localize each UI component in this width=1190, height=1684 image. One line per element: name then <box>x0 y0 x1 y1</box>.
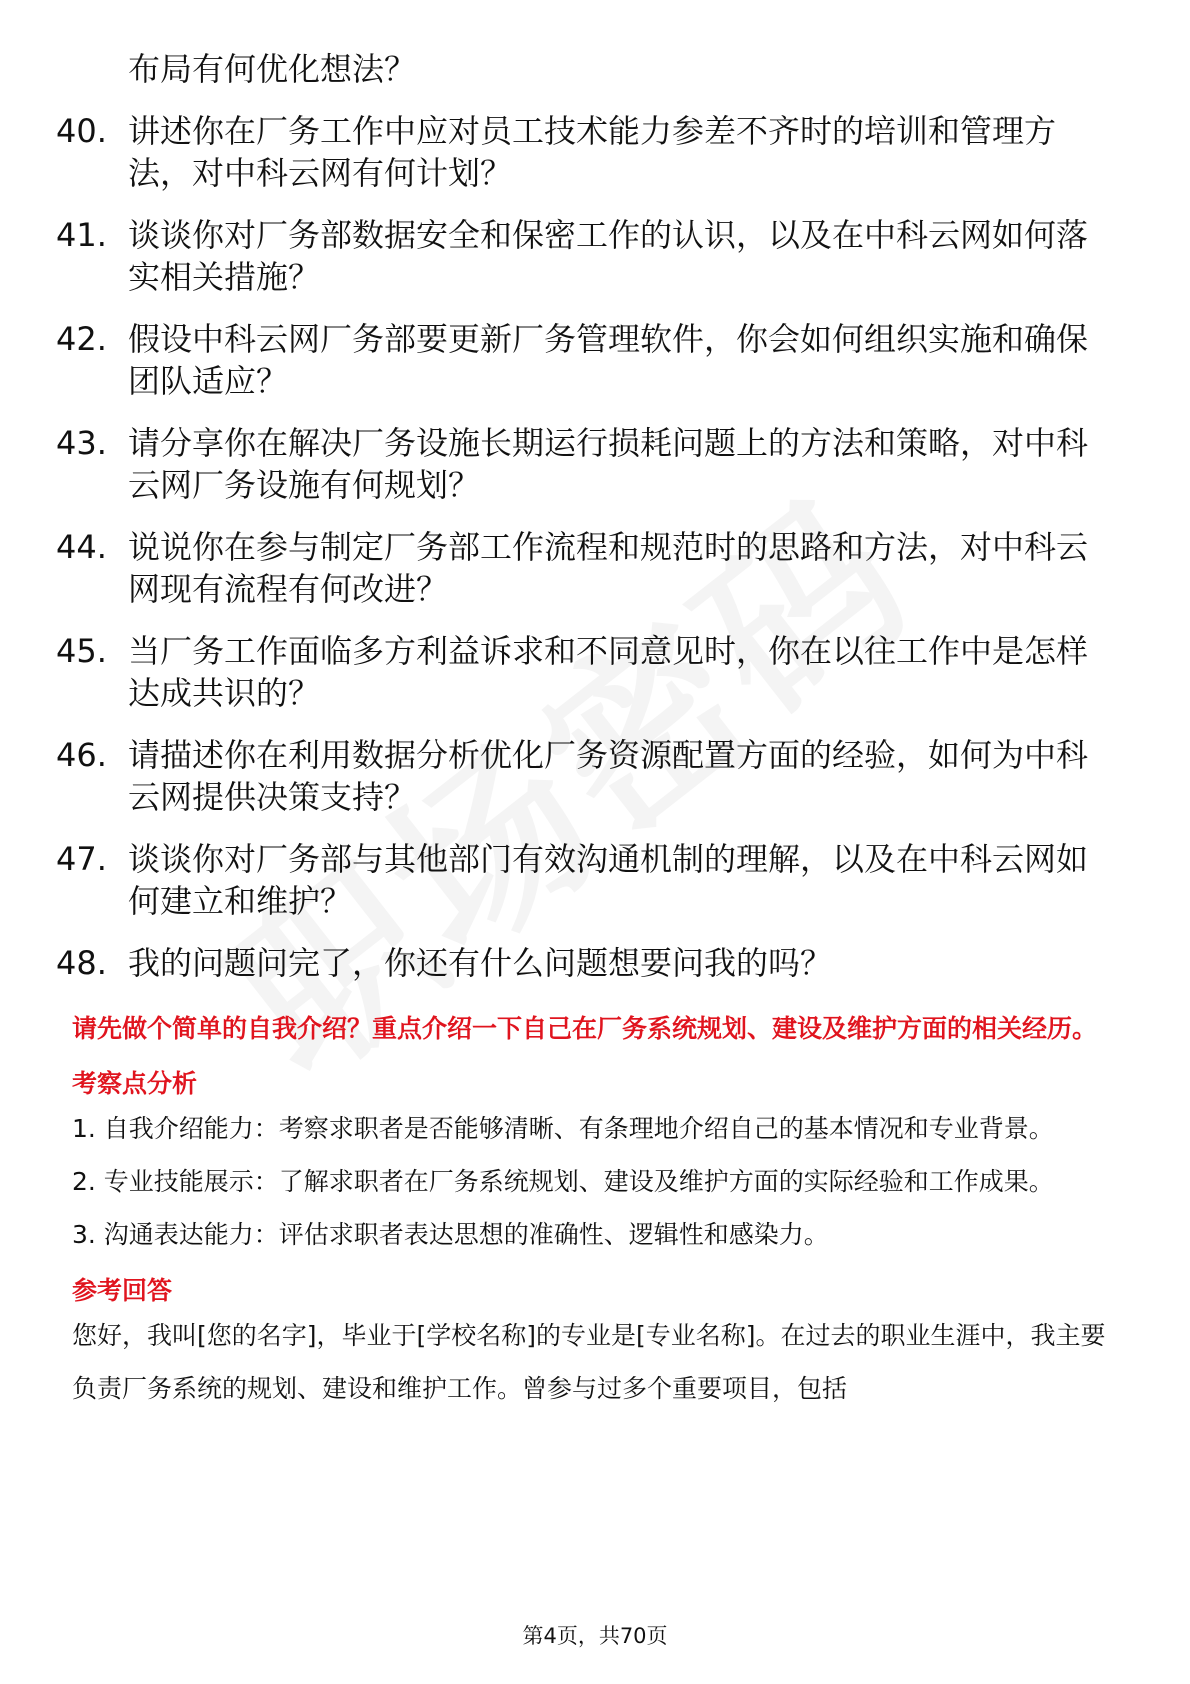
featured-question: 请先做个简单的自我介绍？重点介绍一下自己在厂务系统规划、建设及维护方面的相关经历。 <box>72 1014 1098 1043</box>
question-item <box>56 318 1116 402</box>
question-number: 43. <box>56 424 107 462</box>
question-item <box>56 214 1116 298</box>
question-number: 44. <box>56 528 107 566</box>
question-text: 当厂务工作面临多方利益诉求和不同意见时，你在以往工作中是怎样达成共识的？ <box>128 632 1089 712</box>
question-item <box>56 630 1116 714</box>
question-number: 45. <box>56 632 107 670</box>
analysis-heading: 考察点分析 <box>72 1069 198 1098</box>
reference-heading: 参考回答 <box>72 1276 173 1305</box>
analysis-point: 2. 专业技能展示：了解求职者在厂务系统规划、建设及维护方面的实际经验和工作成果。 <box>72 1167 1054 1196</box>
question-item <box>56 734 1116 818</box>
question-text: 请分享你在解决厂务设施长期运行损耗问题上的方法和策略，对中科云网厂务设施有何规划？ <box>128 424 1089 504</box>
question-number: 47. <box>56 840 107 878</box>
question-number: 46. <box>56 736 107 774</box>
featured-question-block <box>72 1010 1118 1415</box>
page-number: 第4页，共70页 <box>522 1624 668 1648</box>
analysis-point: 3. 沟通表达能力：评估求职者表达思想的准确性、逻辑性和感染力。 <box>72 1220 829 1249</box>
question-text: 说说你在参与制定厂务部工作流程和规范时的思路和方法，对中科云网现有流程有何改进？ <box>128 528 1089 608</box>
question-number: 42. <box>56 320 107 358</box>
reference-answer: 您好，我叫[您的名字]，毕业于[学校名称]的专业是[专业名称]。在过去的职业生涯中，我主要负责厂务系统的规划、建设和维护工作。曾参与过多个重要项目，包括 <box>72 1321 1106 1403</box>
question-text: 谈谈你对厂务部数据安全和保密工作的认识，以及在中科云网如何落实相关措施？ <box>128 216 1089 296</box>
question-item <box>56 422 1116 506</box>
question-text: 谈谈你对厂务部与其他部门有效沟通机制的理解，以及在中科云网如何建立和维护？ <box>128 840 1089 920</box>
question-continuation: 布局有何优化想法？ <box>128 50 417 88</box>
question-number: 41. <box>56 216 107 254</box>
question-number: 40. <box>56 112 107 150</box>
question-list <box>56 48 1116 1004</box>
question-number: 48. <box>56 944 107 982</box>
question-item <box>56 110 1116 194</box>
analysis-point: 1. 自我介绍能力：考察求职者是否能够清晰、有条理地介绍自己的基本情况和专业背景。 <box>72 1114 1054 1143</box>
question-item <box>56 526 1116 610</box>
question-item <box>56 838 1116 922</box>
question-text: 讲述你在厂务工作中应对员工技术能力参差不齐时的培训和管理方法，对中科云网有何计划？ <box>128 112 1057 192</box>
question-text: 假设中科云网厂务部要更新厂务管理软件，你会如何组织实施和确保团队适应？ <box>128 320 1089 400</box>
question-item <box>56 942 1116 984</box>
question-text: 我的问题问完了，你还有什么问题想要问我的吗？ <box>128 944 833 982</box>
question-text: 请描述你在利用数据分析优化厂务资源配置方面的经验，如何为中科云网提供决策支持？ <box>128 736 1089 816</box>
